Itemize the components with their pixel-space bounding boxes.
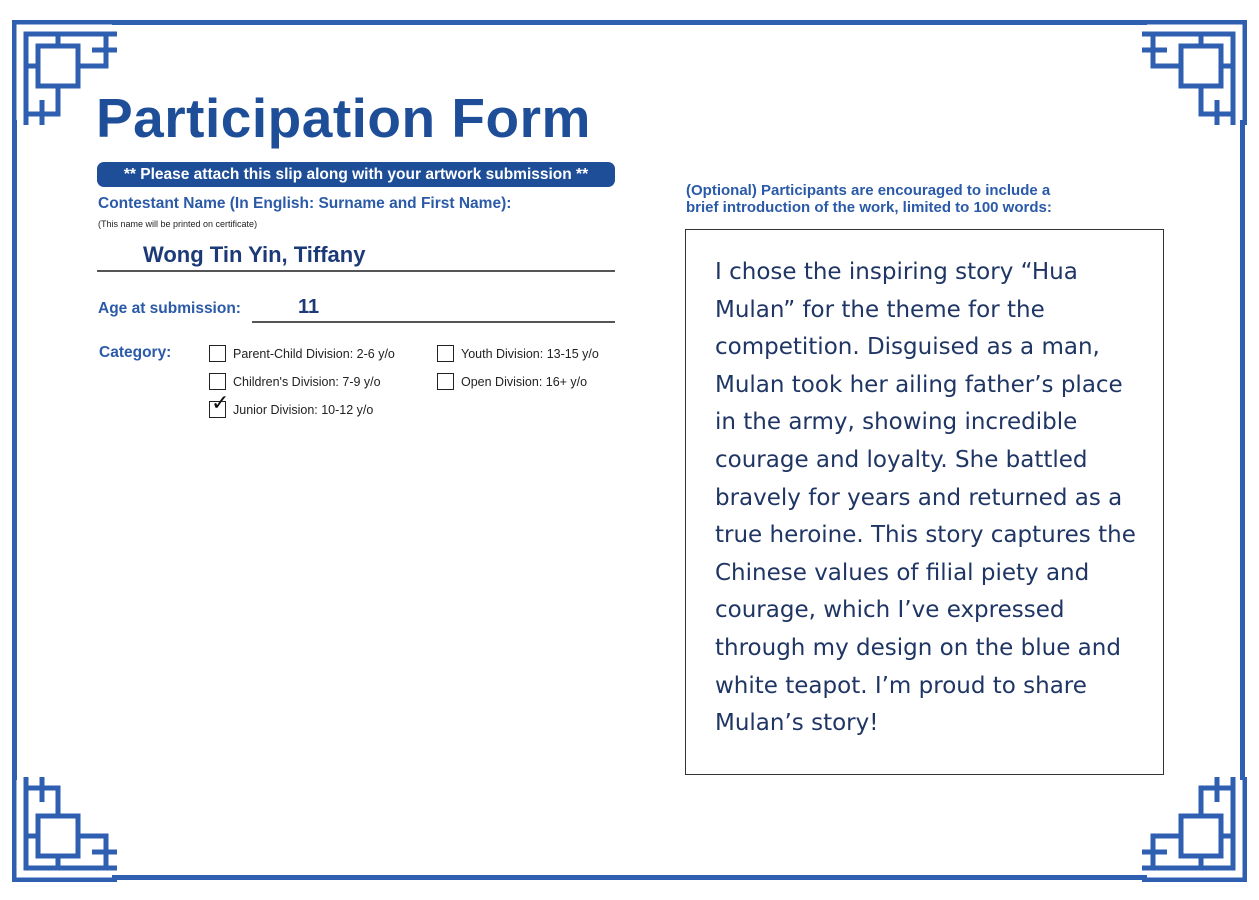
contestant-name-label: Contestant Name (In English: Surname and First Name):	[98, 195, 512, 212]
category-option-label: Junior Division: 10-12 y/o	[233, 402, 374, 417]
frame-top-border	[112, 20, 1147, 25]
contestant-name-underline	[97, 270, 615, 272]
category-option-junior[interactable]	[209, 391, 374, 418]
corner-ornament-top-right	[1137, 20, 1247, 130]
contestant-name-value[interactable]: Wong Tin Yin, Tiffany	[143, 242, 366, 267]
category-option-parent-child[interactable]	[209, 345, 395, 362]
category-option-children[interactable]	[209, 373, 381, 390]
frame-bottom-border	[112, 875, 1147, 880]
category-option-label: Open Division: 16+ y/o	[461, 374, 588, 389]
age-label: Age at submission:	[98, 300, 241, 317]
intro-label-line-2: brief introduction of the work, limited to 100 words:	[686, 199, 1052, 216]
age-value[interactable]: 11	[298, 296, 320, 318]
form-title: Participation Form	[96, 87, 591, 149]
corner-ornament-bottom-left	[12, 772, 122, 882]
attach-slip-banner: ** Please attach this slip along with your artwork submission **	[97, 162, 615, 187]
category-option-label: Youth Division: 13-15 y/o	[461, 346, 599, 361]
category-option-youth[interactable]	[437, 345, 599, 362]
corner-ornament-bottom-right	[1137, 772, 1247, 882]
contestant-name-note: (This name will be printed on certificate)	[98, 219, 258, 229]
category-checkbox-checked[interactable]	[209, 391, 230, 418]
intro-label	[686, 182, 1156, 216]
category-label: Category:	[99, 344, 172, 361]
check-mark-icon: ✓	[211, 391, 230, 416]
category-checkbox[interactable]	[209, 345, 226, 362]
category-option-open[interactable]	[437, 373, 587, 390]
category-checkbox[interactable]	[437, 345, 454, 362]
age-underline	[252, 321, 615, 323]
category-checkbox[interactable]	[209, 373, 226, 390]
intro-label-line-1: (Optional) Participants are encouraged to include a	[686, 182, 1051, 199]
frame-left-border	[12, 120, 17, 780]
category-checkbox[interactable]	[437, 373, 454, 390]
intro-text: I chose the inspiring story “Hua Mulan” for the theme for the competition. Disguised as a man, Mulan took her ailing father’s place in the army, showing incredible courage and loyalty. She battled bravely for years and returned as a true heroine. This story captures the Chinese values of filial piety and courage, which I’ve expressed through my design on the blue and white teapot. I’m proud to share Mulan’s story!	[715, 259, 1136, 737]
frame-right-border	[1240, 120, 1245, 780]
category-option-label: Children's Division: 7-9 y/o	[233, 374, 381, 389]
category-option-label: Parent-Child Division: 2-6 y/o	[233, 346, 395, 361]
